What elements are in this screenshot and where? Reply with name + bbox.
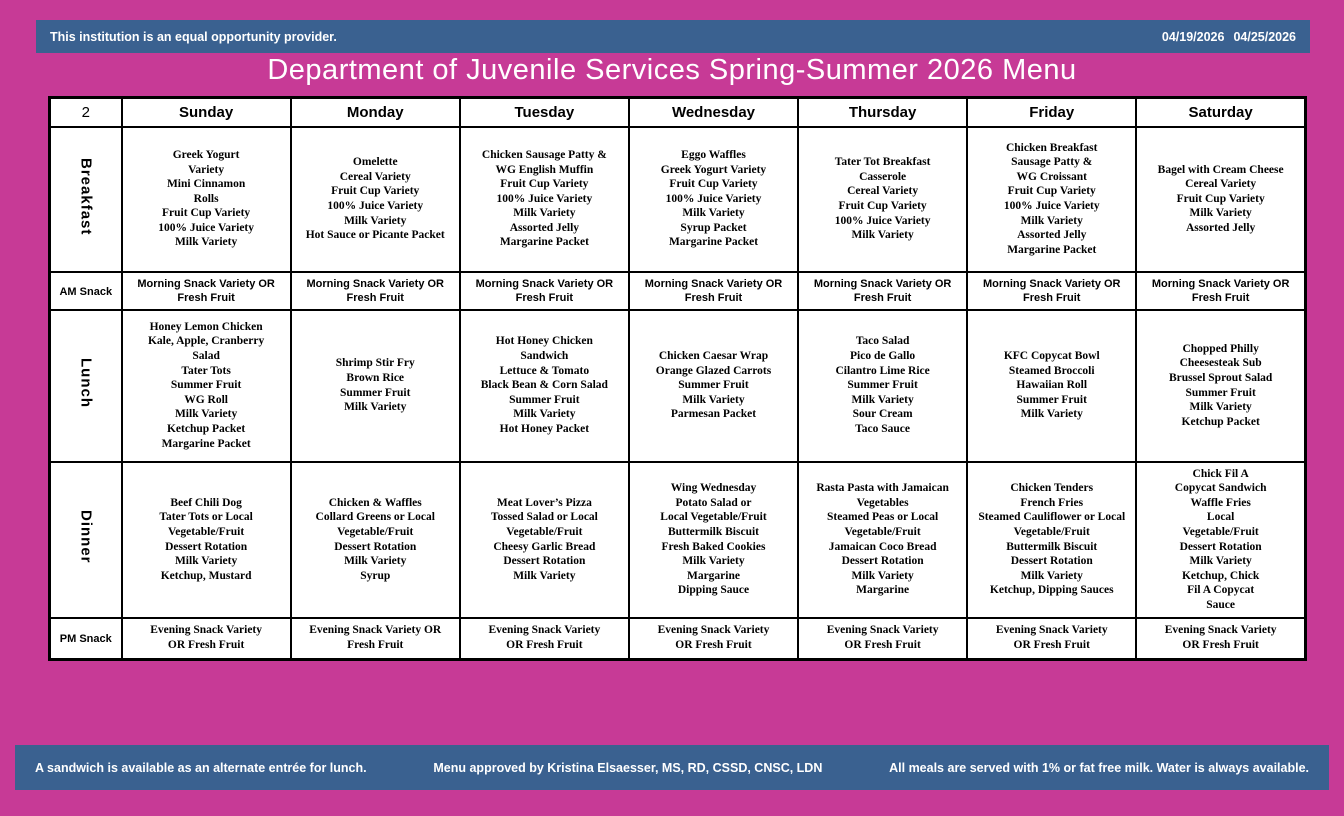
- row-label-text: Breakfast: [77, 157, 95, 236]
- menu-item-line: Fresh Fruit: [346, 291, 404, 304]
- menu-item-line: Vegetable/Fruit: [506, 525, 583, 538]
- week-end-date: 04/25/2026: [1233, 29, 1296, 44]
- row-label-text: Lunch: [77, 358, 95, 408]
- menu-item-line: Fresh Fruit: [515, 291, 574, 304]
- menu-item-line: Greek Yogurt Variety: [660, 163, 767, 176]
- menu-row-am-snack: [50, 272, 1306, 310]
- menu-row-breakfast: [50, 127, 1306, 272]
- menu-cell-pm-snack-friday: [967, 618, 1136, 660]
- week-date-range: [1162, 30, 1296, 44]
- equal-opportunity-note: This institution is an equal opportunity provider.: [50, 29, 337, 44]
- menu-item-line: WG Roll: [184, 393, 228, 406]
- day-header-saturday: Saturday: [1136, 98, 1305, 127]
- menu-item-line: Summer Fruit: [170, 379, 242, 392]
- menu-item-line: Cereal Variety: [339, 170, 411, 183]
- menu-item-line: Brown Rice: [346, 371, 405, 384]
- day-header-friday: Friday: [967, 98, 1136, 127]
- menu-item-line: Sour Cream: [852, 408, 913, 421]
- footer-bar: [15, 745, 1329, 790]
- menu-cell-lunch-monday: [291, 310, 460, 462]
- menu-item-line: Milk Variety: [851, 393, 914, 406]
- menu-item-line: Summer Fruit: [509, 393, 580, 406]
- menu-cell-lunch-saturday: [1136, 310, 1305, 462]
- menu-item-line: Ketchup Packet: [166, 422, 246, 435]
- menu-item-line: Summer Fruit: [340, 386, 411, 399]
- menu-item-line: Tossed Salad or Local: [490, 511, 598, 524]
- menu-item-line: Cilantro Lime Rice: [835, 364, 930, 377]
- menu-item-line: Milk Variety: [851, 229, 914, 242]
- menu-item-line: Fruit Cup Variety: [1176, 192, 1265, 205]
- menu-item-line: Eggo Waffles: [681, 148, 746, 161]
- menu-item-line: Chicken & Waffles: [328, 496, 422, 509]
- menu-table-body: [50, 127, 1306, 660]
- menu-cell-breakfast-monday: [291, 127, 460, 272]
- menu-item-line: Chicken Tenders: [1010, 482, 1094, 495]
- menu-item-line: OR Fresh Fruit: [675, 639, 752, 652]
- menu-item-line: Milk Variety: [1020, 569, 1083, 582]
- menu-item-line: Cheesesteak Sub: [1179, 357, 1262, 370]
- footer-note-milk: All meals are served with 1% or fat free milk. Water is always available.: [889, 760, 1309, 775]
- menu-item-line: Tater Tots or Local: [159, 511, 253, 524]
- menu-item-line: Honey Lemon Chicken: [149, 320, 263, 333]
- menu-item-line: Evening Snack Variety: [826, 624, 939, 637]
- menu-item-line: Margarine: [686, 569, 740, 582]
- menu-item-line: Evening Snack Variety: [1164, 624, 1277, 637]
- menu-cell-dinner-friday: [967, 462, 1136, 618]
- menu-cell-am-snack-thursday: [798, 272, 967, 310]
- menu-item-line: Milk Variety: [513, 207, 576, 220]
- menu-item-line: Vegetables: [856, 496, 909, 509]
- menu-item-line: Wing Wednesday: [670, 482, 757, 495]
- menu-cell-dinner-wednesday: [629, 462, 798, 618]
- menu-item-line: Greek Yogurt: [172, 148, 240, 161]
- menu-item-line: WG Croissant: [1016, 170, 1087, 183]
- menu-item-line: Milk Variety: [1189, 555, 1252, 568]
- menu-item-line: Summer Fruit: [1016, 393, 1087, 406]
- menu-item-line: Hot Sauce or Picante Packet: [305, 229, 445, 242]
- menu-item-line: Kale, Apple, Cranberry: [147, 335, 265, 348]
- menu-item-line: Local: [1206, 511, 1235, 524]
- menu-table: [48, 96, 1307, 661]
- menu-cell-am-snack-monday: [291, 272, 460, 310]
- menu-item-line: Fresh Fruit: [684, 291, 743, 304]
- menu-item-line: Dessert Rotation: [165, 540, 248, 553]
- menu-cell-am-snack-wednesday: [629, 272, 798, 310]
- menu-cell-breakfast-tuesday: [460, 127, 629, 272]
- menu-cell-lunch-wednesday: [629, 310, 798, 462]
- menu-item-line: Meat Lover’s Pizza: [496, 496, 592, 509]
- menu-item-line: Fruit Cup Variety: [1007, 185, 1096, 198]
- menu-item-line: Lettuce & Tomato: [499, 364, 590, 377]
- menu-item-line: Salad: [192, 350, 220, 363]
- menu-item-line: Dessert Rotation: [1179, 540, 1262, 553]
- menu-item-line: Evening Snack Variety: [150, 624, 263, 637]
- menu-item-line: Assorted Jelly: [1185, 221, 1256, 234]
- menu-item-line: Fruit Cup Variety: [331, 185, 420, 198]
- menu-item-line: Evening Snack Variety OR: [309, 624, 442, 637]
- menu-row-pm-snack: [50, 618, 1306, 660]
- menu-item-line: Milk Variety: [344, 214, 407, 227]
- menu-cell-dinner-monday: [291, 462, 460, 618]
- menu-item-line: Tater Tots: [181, 364, 231, 377]
- menu-cell-breakfast-friday: [967, 127, 1136, 272]
- top-bar: [36, 20, 1310, 53]
- menu-item-line: Chicken Caesar Wrap: [658, 350, 769, 363]
- menu-item-line: Milk Variety: [174, 408, 238, 421]
- row-label-text: Dinner: [77, 510, 95, 564]
- day-header-tuesday: Tuesday: [460, 98, 629, 127]
- menu-cell-lunch-sunday: [122, 310, 291, 462]
- menu-item-line: Chicken Sausage Patty &: [481, 148, 607, 161]
- week-start-date: 04/19/2026: [1161, 29, 1225, 44]
- menu-item-line: French Fries: [1020, 496, 1084, 509]
- menu-item-line: Fresh Fruit: [853, 291, 912, 304]
- menu-item-line: Dessert Rotation: [503, 555, 586, 568]
- menu-item-line: Rasta Pasta with Jamaican: [816, 482, 949, 495]
- menu-item-line: Vegetable/Fruit: [844, 525, 921, 538]
- week-number-cell: 2: [50, 98, 122, 127]
- menu-item-line: Cheesy Garlic Bread: [493, 540, 596, 553]
- menu-item-line: Local Vegetable/Fruit: [660, 511, 767, 524]
- menu-cell-am-snack-friday: [967, 272, 1136, 310]
- menu-item-line: Fresh Baked Cookies: [661, 540, 766, 553]
- menu-item-line: Chicken Breakfast: [1005, 141, 1098, 154]
- menu-item-line: Jamaican Coco Bread: [828, 540, 937, 553]
- menu-item-line: Morning Snack Variety OR: [137, 277, 275, 290]
- menu-item-line: Steamed Peas or Local: [826, 511, 939, 524]
- menu-item-line: Cereal Variety: [847, 185, 919, 198]
- menu-item-line: Cereal Variety: [1185, 178, 1257, 191]
- menu-item-line: Hawaiian Roll: [1016, 379, 1088, 392]
- menu-item-line: Assorted Jelly: [1017, 229, 1087, 242]
- menu-cell-pm-snack-sunday: [122, 618, 291, 660]
- menu-cell-pm-snack-saturday: [1136, 618, 1305, 660]
- menu-cell-breakfast-wednesday: [629, 127, 798, 272]
- menu-item-line: Milk Variety: [1189, 401, 1252, 414]
- menu-item-line: Summer Fruit: [678, 379, 749, 392]
- menu-item-line: Milk Variety: [1020, 408, 1083, 421]
- menu-item-line: Milk Variety: [513, 569, 576, 582]
- menu-item-line: Margarine Packet: [1007, 243, 1097, 256]
- day-header-row: [50, 98, 1306, 127]
- menu-item-line: Fresh Fruit: [347, 639, 404, 652]
- day-header-sunday: Sunday: [122, 98, 291, 127]
- menu-item-line: 100% Juice Variety: [496, 192, 593, 205]
- menu-item-line: 100% Juice Variety: [834, 214, 931, 227]
- menu-item-line: Dessert Rotation: [334, 540, 417, 553]
- menu-item-line: Fil A Copycat: [1187, 584, 1255, 597]
- menu-item-line: Tater Tot Breakfast: [834, 156, 931, 169]
- menu-item-line: Variety: [188, 163, 225, 176]
- menu-item-line: Mini Cinnamon: [166, 178, 246, 191]
- menu-item-line: Waffle Fries: [1190, 496, 1251, 509]
- menu-item-line: Margarine Packet: [499, 236, 589, 249]
- menu-item-line: Pico de Gallo: [850, 350, 916, 363]
- menu-item-line: OR Fresh Fruit: [1182, 639, 1259, 652]
- menu-item-line: Milk Variety: [851, 569, 914, 582]
- menu-item-line: Vegetable/Fruit: [167, 525, 245, 538]
- menu-item-line: Evening Snack Variety: [488, 624, 601, 637]
- menu-item-line: Black Bean & Corn Salad: [480, 379, 608, 392]
- row-label-pm-snack: [50, 618, 122, 660]
- menu-cell-am-snack-sunday: [122, 272, 291, 310]
- menu-item-line: Sausage Patty &: [1011, 156, 1093, 169]
- footer-note-sandwich: A sandwich is available as an alternate entrée for lunch.: [35, 760, 367, 775]
- menu-item-line: Milk Variety: [682, 555, 745, 568]
- menu-item-line: Syrup Packet: [680, 221, 747, 234]
- menu-item-line: Steamed Broccoli: [1008, 364, 1095, 377]
- menu-item-line: 100% Juice Variety: [327, 200, 424, 212]
- menu-item-line: Fresh Fruit: [1191, 291, 1250, 304]
- menu-cell-dinner-sunday: [122, 462, 291, 618]
- day-header-wednesday: Wednesday: [629, 98, 798, 127]
- menu-cell-dinner-tuesday: [460, 462, 629, 618]
- menu-item-line: Morning Snack Variety OR: [644, 277, 783, 290]
- menu-cell-breakfast-thursday: [798, 127, 967, 272]
- menu-item-line: Parmesan Packet: [670, 408, 757, 421]
- menu-item-line: Milk Variety: [174, 555, 238, 568]
- menu-item-line: Collard Greens or Local: [315, 511, 435, 524]
- menu-cell-breakfast-saturday: [1136, 127, 1305, 272]
- menu-item-line: Shrimp Stir Fry: [335, 357, 415, 370]
- menu-item-line: Milk Variety: [513, 408, 576, 421]
- menu-item-line: Milk Variety: [344, 555, 407, 568]
- day-header-monday: Monday: [291, 98, 460, 127]
- menu-item-line: Ketchup, Chick: [1181, 569, 1260, 582]
- menu-item-line: Milk Variety: [344, 401, 407, 414]
- menu-item-line: Beef Chili Dog: [170, 496, 242, 509]
- menu-item-line: Ketchup, Dipping Sauces: [989, 584, 1114, 597]
- menu-item-line: Dessert Rotation: [841, 555, 924, 568]
- menu-item-line: Ketchup, Mustard: [160, 569, 252, 582]
- menu-item-line: KFC Copycat Bowl: [1003, 350, 1100, 363]
- menu-item-line: Chick Fil A: [1192, 467, 1249, 480]
- menu-item-line: OR Fresh Fruit: [1013, 639, 1090, 652]
- menu-item-line: Ketchup Packet: [1181, 415, 1260, 428]
- menu-cell-dinner-thursday: [798, 462, 967, 618]
- row-label-am-snack: [50, 272, 122, 310]
- menu-item-line: Milk Variety: [682, 207, 745, 220]
- menu-item-line: Potato Salad or: [675, 496, 752, 509]
- menu-item-line: Milk Variety: [1189, 207, 1252, 220]
- menu-item-line: Milk Variety: [174, 236, 238, 249]
- menu-cell-pm-snack-wednesday: [629, 618, 798, 660]
- row-label-text: AM Snack: [59, 285, 113, 298]
- menu-item-line: Taco Sauce: [855, 422, 911, 435]
- row-label-dinner: [50, 462, 122, 618]
- menu-item-line: 100% Juice Variety: [1003, 200, 1100, 212]
- menu-cell-pm-snack-thursday: [798, 618, 967, 660]
- menu-item-line: Chopped Philly: [1182, 342, 1259, 355]
- menu-item-line: OR Fresh Fruit: [167, 639, 245, 652]
- menu-cell-lunch-thursday: [798, 310, 967, 462]
- menu-item-line: Vegetable/Fruit: [337, 525, 414, 538]
- menu-item-line: Steamed Cauliflower or Local: [978, 511, 1126, 524]
- menu-item-line: Buttermilk Biscuit: [667, 525, 759, 538]
- menu-item-line: Fruit Cup Variety: [838, 200, 927, 212]
- menu-item-line: Orange Glazed Carrots: [655, 364, 772, 377]
- menu-item-line: Rolls: [193, 192, 219, 205]
- menu-item-line: Morning Snack Variety OR: [306, 277, 444, 290]
- menu-cell-lunch-tuesday: [460, 310, 629, 462]
- menu-item-line: Brussel Sprout Salad: [1168, 371, 1273, 384]
- day-header-thursday: Thursday: [798, 98, 967, 127]
- menu-item-line: Dessert Rotation: [1010, 555, 1093, 568]
- row-label-text: PM Snack: [59, 633, 112, 646]
- menu-cell-pm-snack-tuesday: [460, 618, 629, 660]
- menu-cell-breakfast-sunday: [122, 127, 291, 272]
- menu-item-line: Assorted Jelly: [509, 221, 580, 234]
- menu-item-line: Syrup: [360, 569, 391, 582]
- menu-cell-am-snack-tuesday: [460, 272, 629, 310]
- menu-item-line: Fresh Fruit: [1023, 291, 1081, 304]
- menu-item-line: Vegetable/Fruit: [1182, 525, 1259, 538]
- menu-item-line: Morning Snack Variety OR: [475, 277, 614, 290]
- menu-item-line: 100% Juice Variety: [665, 192, 762, 205]
- menu-item-line: Margarine Packet: [161, 437, 251, 450]
- menu-item-line: Margarine: [856, 584, 910, 597]
- menu-item-line: Omelette: [352, 156, 398, 169]
- menu-item-line: Casserole: [859, 170, 907, 183]
- menu-item-line: OR Fresh Fruit: [506, 639, 583, 652]
- row-label-breakfast: [50, 127, 122, 272]
- menu-item-line: Summer Fruit: [1185, 386, 1256, 399]
- menu-item-line: Sauce: [1206, 598, 1236, 611]
- menu-item-line: Summer Fruit: [847, 379, 918, 392]
- menu-item-line: Fruit Cup Variety: [162, 207, 251, 220]
- menu-item-line: Evening Snack Variety: [995, 624, 1108, 637]
- menu-item-line: OR Fresh Fruit: [844, 639, 921, 652]
- footer-note-approval: Menu approved by Kristina Elsaesser, MS, RD, CSSD, CNSC, LDN: [433, 760, 823, 775]
- menu-item-line: 100% Juice Variety: [158, 221, 255, 234]
- menu-item-line: Morning Snack Variety OR: [813, 277, 952, 290]
- menu-item-line: Taco Salad: [855, 335, 910, 348]
- menu-cell-lunch-friday: [967, 310, 1136, 462]
- menu-item-line: Dipping Sauce: [677, 584, 750, 597]
- menu-item-line: WG English Muffin: [495, 163, 594, 176]
- menu-item-line: Sandwich: [520, 350, 569, 363]
- menu-item-line: Bagel with Cream Cheese: [1157, 163, 1284, 176]
- menu-cell-dinner-saturday: [1136, 462, 1305, 618]
- menu-item-line: Fresh Fruit: [177, 291, 235, 304]
- page-title: Department of Juvenile Services Spring-Summer 2026 Menu: [267, 54, 1077, 86]
- menu-cell-am-snack-saturday: [1136, 272, 1305, 310]
- menu-item-line: Fruit Cup Variety: [669, 178, 758, 191]
- menu-row-lunch: [50, 310, 1306, 462]
- menu-item-line: Milk Variety: [1020, 214, 1083, 227]
- menu-item-line: Evening Snack Variety: [657, 624, 770, 637]
- menu-item-line: Margarine Packet: [668, 236, 759, 249]
- row-label-lunch: [50, 310, 122, 462]
- menu-item-line: Morning Snack Variety OR: [1151, 277, 1290, 290]
- menu-item-line: Morning Snack Variety OR: [982, 277, 1121, 290]
- menu-item-line: Hot Honey Chicken: [495, 335, 593, 348]
- menu-item-line: Copycat Sandwich: [1174, 482, 1267, 495]
- menu-item-line: Vegetable/Fruit: [1013, 525, 1090, 538]
- menu-item-line: Milk Variety: [682, 393, 745, 406]
- menu-item-line: Fruit Cup Variety: [500, 178, 589, 191]
- menu-cell-pm-snack-monday: [291, 618, 460, 660]
- menu-item-line: Hot Honey Packet: [499, 422, 590, 435]
- menu-item-line: Buttermilk Biscuit: [1006, 540, 1098, 553]
- menu-row-dinner: [50, 462, 1306, 618]
